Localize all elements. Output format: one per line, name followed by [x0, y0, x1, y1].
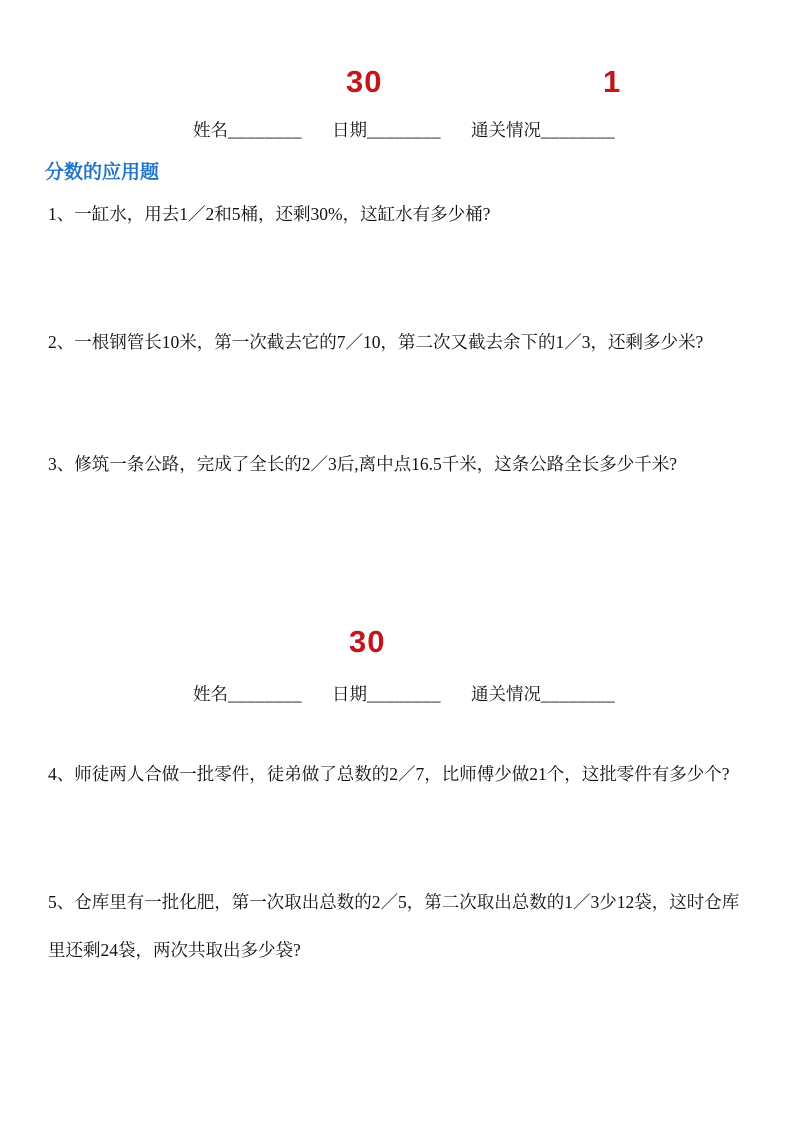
page-number: 1: [603, 64, 622, 99]
pass-status-field-label: 通关情况: [471, 120, 541, 140]
pass-status-field-blank: ________: [541, 120, 615, 140]
name-field-blank: ________: [228, 684, 302, 704]
date-field-blank: ________: [367, 684, 441, 704]
question-1: 1、一缸水，用去1／2和5桶，还剩30%，这缸水有多少桶?: [48, 204, 491, 224]
question-4: 4、师徒两人合做一批零件，徒弟做了总数的2／7，比师傅少做21个，这批零件有多少个?: [48, 764, 730, 784]
pass-status-field: [471, 119, 615, 141]
date-field-blank: ________: [367, 120, 441, 140]
lesson-number-1: 30: [346, 64, 383, 99]
name-field: [193, 683, 302, 705]
pass-status-field-label: 通关情况: [471, 684, 541, 704]
header-fields-row-1: [193, 119, 615, 141]
name-field-blank: ________: [228, 120, 302, 140]
date-field-label: 日期: [332, 120, 367, 140]
pass-status-field: [471, 683, 615, 705]
name-field-label: 姓名: [193, 120, 228, 140]
question-5: 5、仓库里有一批化肥，第一次取出总数的2／5，第二次取出总数的1／3少12袋，这时仓库里还剩24袋，两次共取出多少袋?: [48, 892, 740, 960]
name-field: [193, 119, 302, 141]
header-fields-row-2: [193, 683, 615, 705]
section-title: 分数的应用题: [45, 162, 160, 183]
date-field: [332, 683, 441, 705]
pass-status-field-blank: ________: [541, 684, 615, 704]
date-field: [332, 119, 441, 141]
question-3: 3、修筑一条公路，完成了全长的2／3后,离中点16.5千米，这条公路全长多少千米?: [48, 454, 678, 474]
question-2: 2、一根钢管长10米，第一次截去它的7／10，第二次又截去余下的1／3，还剩多少米?: [48, 332, 704, 352]
lesson-number-2: 30: [349, 624, 386, 659]
name-field-label: 姓名: [193, 684, 228, 704]
date-field-label: 日期: [332, 684, 367, 704]
